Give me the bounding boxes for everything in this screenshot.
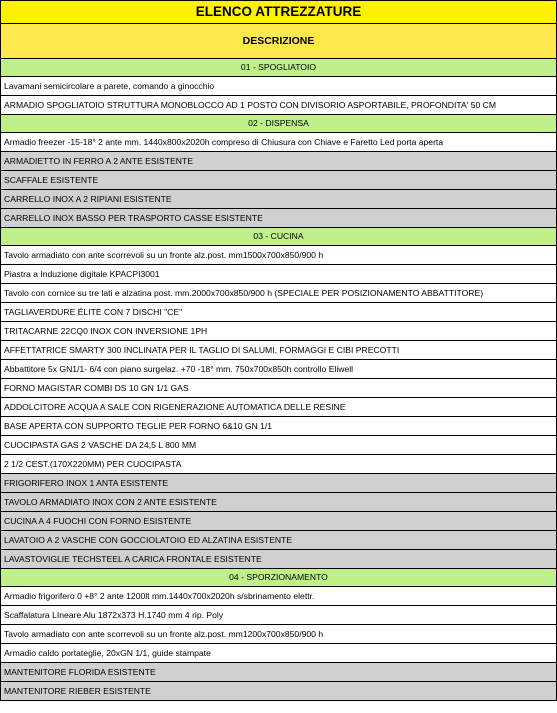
item-description: CARRELLO INOX BASSO PER TRASPORTO CASSE ESISTENTE	[1, 209, 557, 228]
table-row	[1, 265, 557, 284]
table-row	[1, 625, 557, 644]
item-description: Lavamani semicircolare a parete, comando a ginocchio	[1, 77, 557, 96]
table-row	[1, 303, 557, 322]
section-title: 01 - SPOGLIATOIO	[1, 59, 557, 77]
table-row	[1, 474, 557, 493]
title-row	[1, 1, 557, 24]
section-row	[1, 228, 557, 246]
table-row	[1, 96, 557, 115]
item-description: Armadio caldo portateglie, 20xGN 1/1, guide stampate	[1, 644, 557, 663]
item-description: Abbattitore 5x GN1/1- 6/4 con piano surgelaz. +70 -18° mm. 750x700x850h controllo Eliwell	[1, 360, 557, 379]
table-row	[1, 322, 557, 341]
item-description: Armadio frigorifero 0 +8° 2 ante 1200lt mm.1440x700x2020h s/sbrinamento elettr.	[1, 587, 557, 606]
item-description: CUCINA A 4 FUOCHI CON FORNO ESISTENTE	[1, 512, 557, 531]
table-row	[1, 133, 557, 152]
item-description: BASE APERTA CON SUPPORTO TEGLIE PER FORNO 6&10 GN 1/1	[1, 417, 557, 436]
table-row	[1, 190, 557, 209]
item-description: TAVOLO ARMADIATO INOX CON 2 ANTE ESISTENTE	[1, 493, 557, 512]
item-description: TAGLIAVERDURE ÉLITE CON 7 DISCHI "CE"	[1, 303, 557, 322]
table-row	[1, 77, 557, 96]
table-row	[1, 171, 557, 190]
item-description: CUOCIPASTA GAS 2 VASCHE DA 24,5 L 800 MM	[1, 436, 557, 455]
item-description: Armadio freezer -15-18° 2 ante mm. 1440x800x2020h compreso di Chiusura con Chiave e Faretto Led porta aperta	[1, 133, 557, 152]
table-row	[1, 398, 557, 417]
item-description: TRITACARNE 22CQ0 INOX CON INVERSIONE 1PH	[1, 322, 557, 341]
item-description: ARMADIO SPOGLIATOIO STRUTTURA MONOBLOCCO AD 1 POSTO CON DIVISORIO ASPORTABILE, PROFONDITA' 50 CM	[1, 96, 557, 115]
item-description: SCAFFALE ESISTENTE	[1, 171, 557, 190]
item-description: AFFETTATRICE SMARTY 300 INCLINATA PER IL TAGLIO DI SALUMI, FORMAGGI E CIBI PRECOTTI	[1, 341, 557, 360]
table-row	[1, 682, 557, 701]
item-description: Scaffalatura LIneare Alu 1872x373 H.1740 mm 4 rip. Poly	[1, 606, 557, 625]
table-row	[1, 606, 557, 625]
item-description: LAVASTOVIGLIE TECHSTEEL A CARICA FRONTALE ESISTENTE	[1, 550, 557, 569]
section-title: 03 - CUCINA	[1, 228, 557, 246]
section-title: 04 - SPORZIONAMENTO	[1, 569, 557, 587]
section-row	[1, 59, 557, 77]
section-row	[1, 569, 557, 587]
table-row	[1, 152, 557, 171]
table-row	[1, 663, 557, 682]
table-row	[1, 644, 557, 663]
item-description: FORNO MAGISTAR COMBI DS 10 GN 1/1 GAS	[1, 379, 557, 398]
section-title: 02 - DISPENSA	[1, 115, 557, 133]
item-description: MANTENITORE RIEBER ESISTENTE	[1, 682, 557, 701]
table-row	[1, 512, 557, 531]
table-row	[1, 531, 557, 550]
header-row	[1, 24, 557, 59]
document-title: ELENCO ATTREZZATURE	[1, 1, 557, 24]
table-row	[1, 379, 557, 398]
item-description: Tavolo con cornice su tre lati e alzatina post. mm.2000x700x850/900 h (SPECIALE PER POSIZIONAMENTO ABBATTITORE)	[1, 284, 557, 303]
table-row	[1, 436, 557, 455]
table-row	[1, 341, 557, 360]
table-row	[1, 417, 557, 436]
table-row	[1, 246, 557, 265]
table-row	[1, 550, 557, 569]
item-description: Tavolo armadiato con ante scorrevoli su un fronte alz.post. mm1200x700x850/900 h	[1, 625, 557, 644]
table-row	[1, 493, 557, 512]
item-description: 2 1/2 CEST.(170X220MM) PER CUOCIPASTA	[1, 455, 557, 474]
section-row	[1, 115, 557, 133]
item-description: LAVATOIO A 2 VASCHE CON GOCCIOLATOIO ED ALZATINA ESISTENTE	[1, 531, 557, 550]
table-row	[1, 284, 557, 303]
item-description: CARRELLO INOX A 2 RIPIANI ESISTENTE	[1, 190, 557, 209]
table-row	[1, 455, 557, 474]
item-description: ARMADIETTO IN FERRO A 2 ANTE ESISTENTE	[1, 152, 557, 171]
item-description: MANTENITORE FLORIDA ESISTENTE	[1, 663, 557, 682]
item-description: Tavolo armadiato con ante scorrevoli su un fronte alz.post. mm1500x700x850/900 h	[1, 246, 557, 265]
item-description: ADDOLCITORE ACQUA A SALE CON RIGENERAZIONE AUTOMATICA DELLE RESINE	[1, 398, 557, 417]
table-row	[1, 587, 557, 606]
table-row	[1, 209, 557, 228]
column-header-descrizione: DESCRIZIONE	[1, 24, 557, 59]
item-description: Piastra a Induzione digitale KPACPI3001	[1, 265, 557, 284]
item-description: FRIGORIFERO INOX 1 ANTA ESISTENTE	[1, 474, 557, 493]
table-row	[1, 360, 557, 379]
equipment-table-body	[1, 1, 557, 701]
